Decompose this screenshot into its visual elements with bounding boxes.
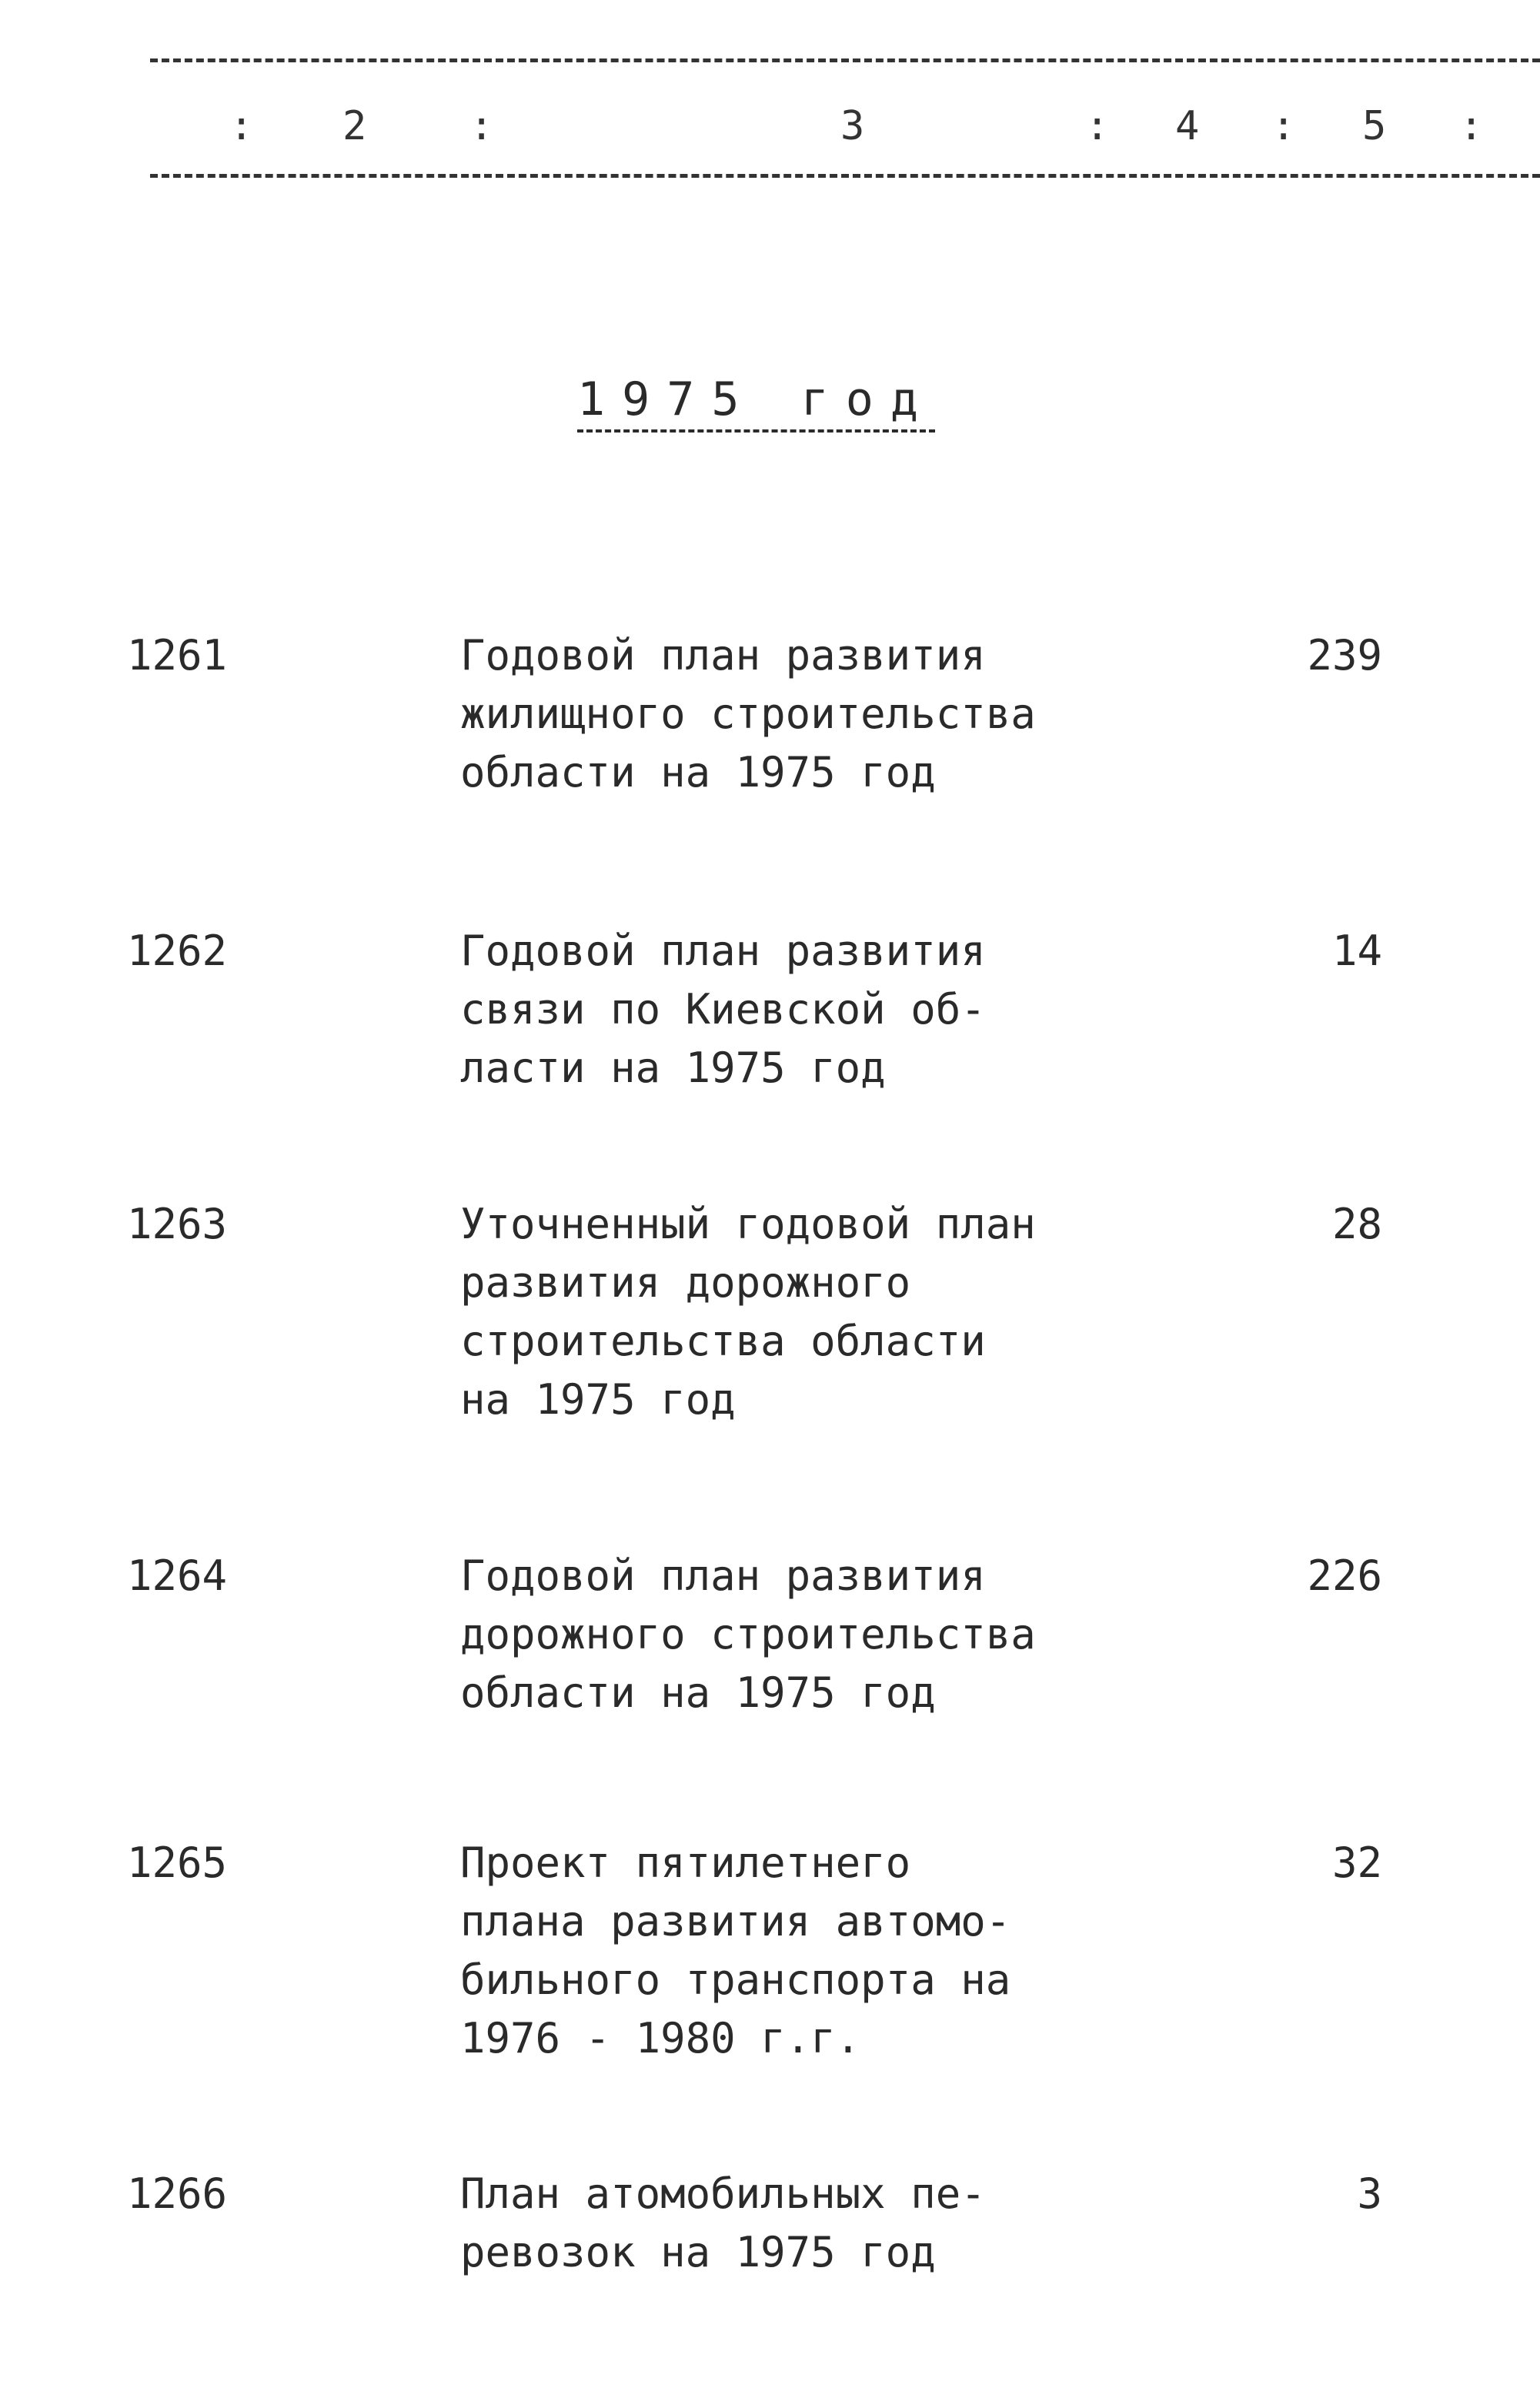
entry-number: 1261 [127, 631, 228, 680]
description-line: ласти на 1975 год [460, 1044, 886, 1092]
entry-page-count: 226 [1307, 1551, 1382, 1600]
description-line: дорожного строительства [460, 1610, 1036, 1658]
description-line: развития дорожного [460, 1258, 911, 1307]
description-line: Годовой план развития [460, 1551, 986, 1600]
column-separator: : [1459, 103, 1484, 149]
entry-page-count: 32 [1331, 1839, 1382, 1887]
entry-description [460, 626, 1036, 802]
entry-page-count: 239 [1307, 631, 1382, 680]
column-number-2: 2 [342, 103, 367, 149]
entry-number: 1264 [127, 1551, 228, 1600]
entry-description [460, 2165, 986, 2282]
description-line: бильного транспорта на [460, 1955, 1011, 2004]
entry-page-count: 28 [1331, 1200, 1382, 1248]
description-line: области на 1975 год [460, 748, 936, 797]
entry-page-count: 3 [1357, 2169, 1382, 2218]
header-top-rule [150, 58, 1540, 62]
description-line: строительства области [460, 1317, 986, 1365]
description-line: плана развития автомо- [460, 1897, 1011, 1945]
description-line: связи по Киевской об- [460, 985, 986, 1034]
description-line: области на 1975 год [460, 1668, 936, 1717]
column-separator: : [1271, 103, 1296, 149]
column-separator: : [1085, 103, 1110, 149]
entry-number: 1266 [127, 2169, 228, 2218]
description-line: ревозок на 1975 год [460, 2228, 936, 2276]
entry-description [460, 1547, 1036, 1722]
entry-page-count: 14 [1331, 927, 1382, 975]
column-number-3: 3 [840, 103, 865, 149]
description-line: Проект пятилетнего [460, 1839, 911, 1887]
header-bottom-rule [150, 174, 1540, 178]
description-line: Годовой план развития [460, 631, 986, 680]
description-line: 1976 - 1980 г.г. [460, 2014, 861, 2062]
description-line: Годовой план развития [460, 927, 986, 975]
column-separator: : [469, 103, 494, 149]
description-line: План атомобильных пе- [460, 2169, 986, 2218]
entry-description [460, 1834, 1011, 2068]
year-heading: 1975 год [577, 372, 935, 433]
column-separator: : [229, 103, 254, 149]
entry-description [460, 1195, 1036, 1429]
description-line: жилищного строительства [460, 690, 1036, 738]
entry-number: 1262 [127, 927, 228, 975]
column-number-5: 5 [1362, 103, 1387, 149]
description-line: на 1975 год [460, 1375, 736, 1424]
description-line: Уточненный годовой план [460, 1200, 1036, 1248]
entry-number: 1265 [127, 1839, 228, 1887]
entry-number: 1263 [127, 1200, 228, 1248]
entry-description [460, 922, 986, 1097]
column-number-4: 4 [1175, 103, 1200, 149]
